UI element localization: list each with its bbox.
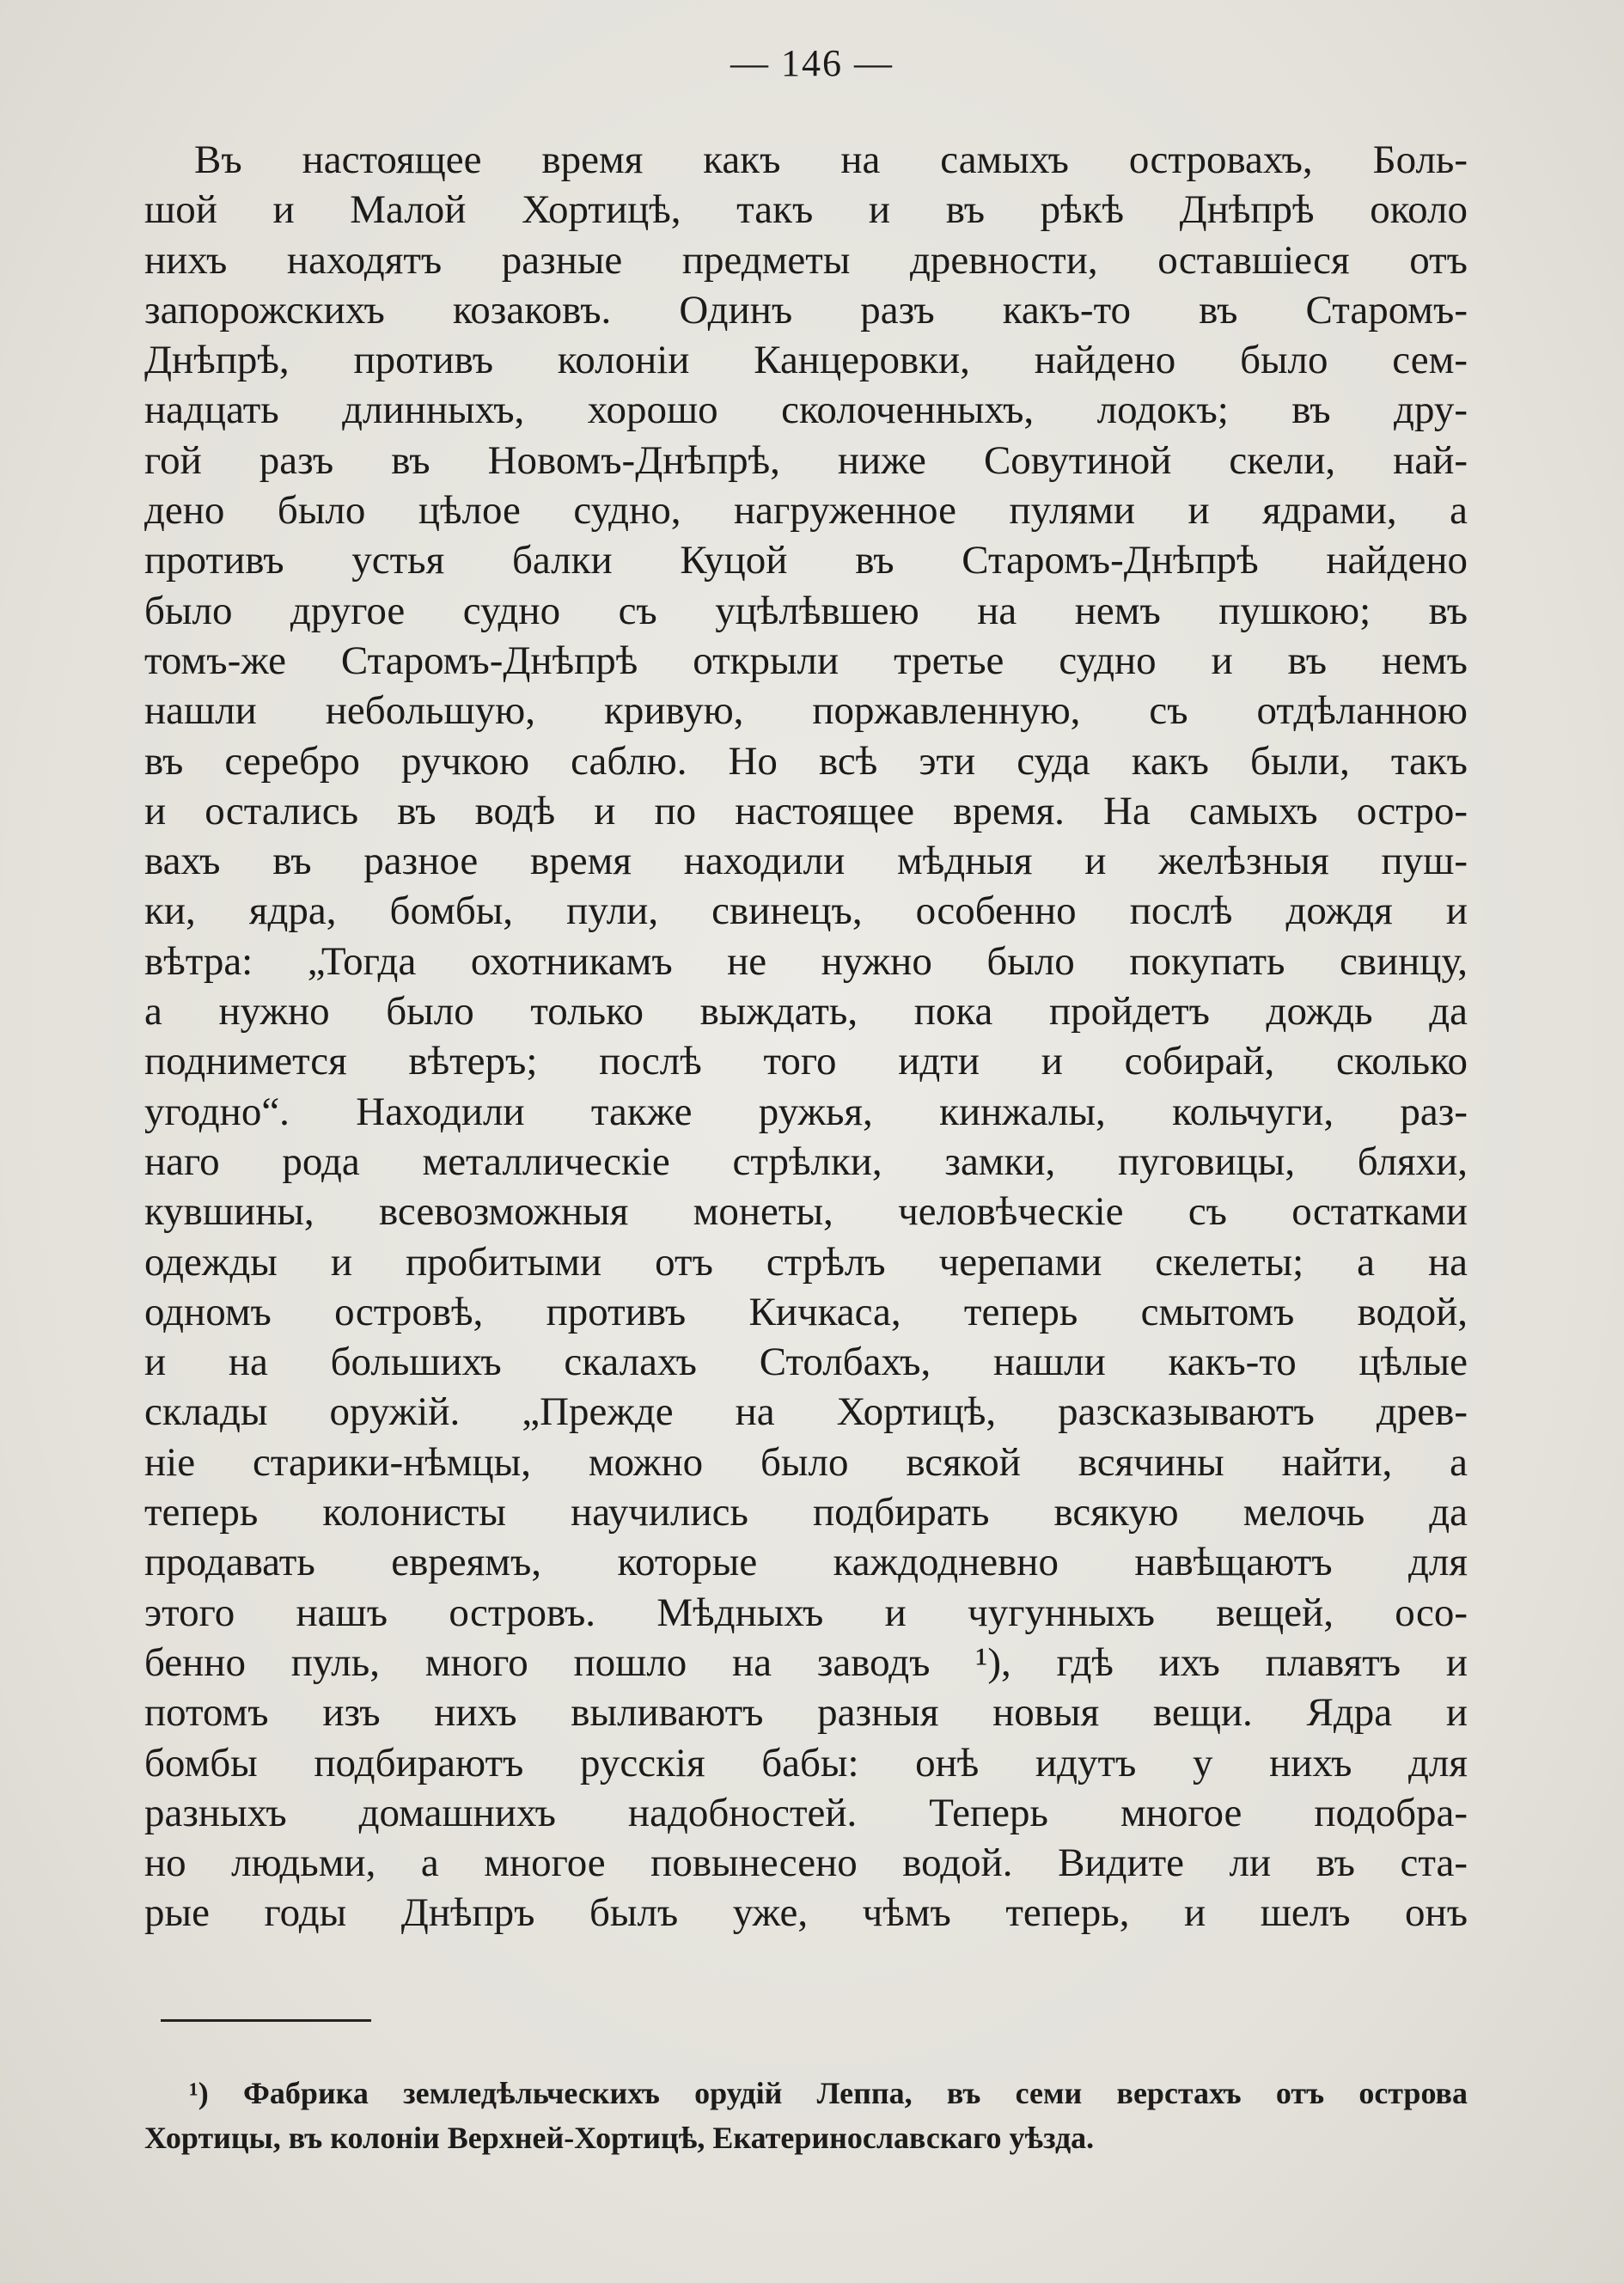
- text-line: томъ-же Старомъ-Днѣпрѣ открыли третье судно и въ немъ: [144, 638, 1468, 683]
- text-line: одномъ островѣ, противъ Кичкаса, теперь смытомъ водой,: [144, 1289, 1468, 1334]
- text-line: шой и Малой Хортицѣ, такъ и въ рѣкѣ Днѣпрѣ около: [144, 187, 1468, 233]
- main-text: [144, 135, 1468, 1938]
- text-line: склады оружій. „Прежде на Хортицѣ, разсказываютъ древ-: [144, 1389, 1468, 1435]
- footnotes: [144, 2071, 1468, 2160]
- text-line: въ серебро ручкою саблю. Но всѣ эти суда какъ были, такъ: [144, 738, 1468, 784]
- text-line: теперь колонисты научились подбирать всякую мелочь да: [144, 1490, 1468, 1535]
- text-line: противъ устья балки Куцой въ Старомъ-Днѣпрѣ найдено: [144, 538, 1468, 583]
- text-line: вахъ въ разное время находили мѣдныя и желѣзныя пуш-: [144, 839, 1468, 884]
- text-line: а нужно было только выждать, пока пройдетъ дождь да: [144, 989, 1468, 1035]
- text-line: дено было цѣлое судно, нагруженное пулями и ядрами, а: [144, 488, 1468, 534]
- footnote-line: Хортицы, въ колоніи Верхней-Хортицѣ, Екатеринославскаго уѣзда.: [144, 2121, 1095, 2155]
- text-line: Въ настоящее время какъ на самыхъ островахъ, Боль-: [194, 137, 1468, 182]
- text-line: гой разъ въ Новомъ-Днѣпрѣ, ниже Совутиной скели, най-: [144, 437, 1468, 483]
- text-line: поднимется вѣтеръ; послѣ того идти и собирай, сколько: [144, 1039, 1468, 1084]
- text-line: ки, ядра, бомбы, пули, свинецъ, особенно послѣ дождя и: [144, 888, 1468, 934]
- footnote-divider: [161, 2019, 371, 2022]
- text-line: и на большихъ скалахъ Столбахъ, нашли какъ-то цѣлые: [144, 1340, 1468, 1385]
- text-line: наго рода металлическіе стрѣлки, замки, пуговицы, бляхи,: [144, 1138, 1468, 1184]
- text-line: но людьми, а многое повынесено водой. Видите ли въ ста-: [144, 1840, 1468, 1886]
- text-line: ніе старики-нѣмцы, можно было всякой всячины найти, а: [144, 1439, 1468, 1485]
- text-line: надцать длинныхъ, хорошо сколоченныхъ, лодокъ; въ дру-: [144, 388, 1468, 433]
- text-line: кувшины, всевозможныя монеты, человѣческіе съ остатками: [144, 1189, 1468, 1235]
- text-line: бомбы подбираютъ русскія бабы: онѣ идутъ у нихъ для: [144, 1740, 1468, 1786]
- text-line: нашли небольшую, кривую, поржавленную, съ отдѣланною: [144, 688, 1468, 734]
- text-line: этого нашъ островъ. Мѣдныхъ и чугунныхъ вещей, осо-: [144, 1590, 1468, 1635]
- text-line: рые годы Днѣпръ былъ уже, чѣмъ теперь, и шелъ онъ: [144, 1890, 1468, 1936]
- text-line: разныхъ домашнихъ надобностей. Теперь многое подобра-: [144, 1790, 1468, 1835]
- text-line: вѣтра: „Тогда охотникамъ не нужно было покупать свинцу,: [144, 938, 1468, 984]
- text-line: угодно“. Находили также ружья, кинжалы, кольчуги, раз-: [144, 1089, 1468, 1134]
- text-line: одежды и пробитыми отъ стрѣлъ черепами скелеты; а на: [144, 1239, 1468, 1285]
- text-line: было другое судно съ уцѣлѣвшею на немъ пушкою; въ: [144, 588, 1468, 633]
- text-line: потомъ изъ нихъ выливаютъ разныя новыя вещи. Ядра и: [144, 1690, 1468, 1736]
- footnote-line: ¹) Фабрика земледѣльческихъ орудій Леппа, въ семи верстахъ отъ острова: [189, 2076, 1468, 2110]
- text-line: продавать евреямъ, которые каждодневно навѣщаютъ для: [144, 1540, 1468, 1585]
- text-line: и остались въ водѣ и по настоящее время. На самыхъ остро-: [144, 788, 1468, 833]
- text-line: нихъ находятъ разные предметы древности, оставшіеся отъ: [144, 237, 1468, 283]
- page-number: — 146 —: [730, 42, 894, 84]
- text-line: Днѣпрѣ, противъ колоніи Канцеровки, найдено было сем-: [144, 338, 1468, 383]
- text-line: запорожскихъ козаковъ. Одинъ разъ какъ-то въ Старомъ-: [144, 287, 1468, 333]
- text-line: бенно пуль, много пошло на заводъ ¹), гдѣ ихъ плавятъ и: [144, 1639, 1468, 1685]
